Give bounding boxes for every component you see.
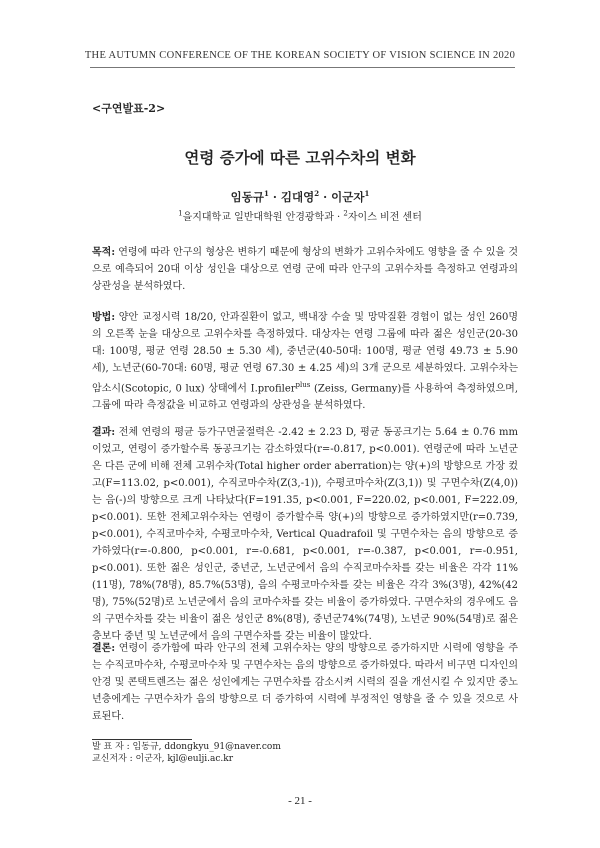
conclusion-section (92, 640, 518, 725)
results-text: 전체 연령의 평균 등가구면굴절력은 -2.42 ± 2.23 D, 평균 동공크기는 5.64 ± 0.76 mm이었고, 연령이 증가할수록 동공크기는 감소하였다(r=-0.817, p<0.001). 연령군에 따라 노년군은 다른 군에 비해 전체 고위수차(Total higher order aberration)는 양(+)의 방향으로 가장 컸고(F=113.02, p<0.001), 수직코마수차(Z(3,-1)), 수평코마수차(Z(3,1)) 및 구면수차(Z(4,0))는 음(-)의 방향으로 크게 나타났다(F=191.35, p<0.001, F=220.02, p<0.001, F=222.09, p<0.001). 또한 전체고위수차는 연령이 증가할수록 양(+)의 방향으로 증가하였지만(r=0.739, p<0.001), 수직코마수차, 수평코마수차, Vertical Quadrafoil 및 구면수차는 음의 방향으로 증가하였다(r=-0.800, p<0.001, r=-0.681, p<0.001, r=-0.387, p<0.001, r=-0.951, p<0.001). 또한 젊은 성인군, 중년군, 노년군에서 음의 수직코마수차를 갖는 비율은 각각 11%(11명), 78%(78명), 85.7%(53명), 음의 수평코마수차를 갖는 비율은 각각 3%(3명), 42%(42명), 75%(52명)로 노년군에서 음의 코마수차를 갖는 비율이 증가하였다. 구면수차의 경우에도 음의 구면수차를 갖는 비율이 젊은 성인군 8%(8명), 중년군74%(74명), 노년군 90%(54명)로 젊은 층보다 중년 및 노년군에서 음의 구면수차를 갖는 비율이 많았다. (92, 427, 518, 642)
presenter-footnote: 발 표 자 : 임동규, ddongkyu_91@naver.com (92, 742, 281, 752)
author-affil-mark: 1 (264, 189, 269, 199)
author-name: 김대영 (280, 190, 315, 204)
page-number: - 21 - (288, 795, 312, 807)
method-section (92, 309, 518, 414)
method-superscript: plus (295, 381, 311, 389)
author-name: 이군자 (331, 190, 365, 204)
author-affil-mark: 1 (364, 189, 370, 199)
method-text-cont: (Zeiss, Germany)를 사용하여 측정하였으며, 그룹에 따라 측정값을 비교하고 연령과의 상관성을 분석하였다. (92, 383, 518, 412)
purpose-text: 연령에 따라 안구의 형상은 변하기 때문에 형상의 변화가 고위수차에도 영향을 줄 수 있을 것으로 예측되어 20대 이상 성인을 대상으로 연령 군에 따라 안구의 고위수차를 측정하고 연령과의 상관성을 분석하였다. (92, 247, 518, 292)
conference-header: THE AUTUMN CONFERENCE OF THE KOREAN SOCIETY OF VISION SCIENCE IN 2020 (84, 50, 516, 61)
affil-mark: 1 (178, 209, 183, 218)
method-text: 양안 교정시력 18/20, 안과질환이 없고, 백내장 수술 및 망막질환 경험이 없는 성인 260명의 오른쪽 눈을 대상으로 고위수차를 측정하였다. 대상자는 연령 그룹에 따라 젊은 성인군(20-30대: 100명, 평균 연령 28.50 ± 5.30 세), 중년군(40-50대: 100명, 평균 연령 49.73 ± 5.90 세), 노년군(60-70대: 60명, 평균 연령 67.30 ± 4.25 세)의 3개 군으로 세분하였다. 고위수차는 암소시(Scotopic, 0 lux) 상태에서 I.profiler (92, 312, 518, 395)
results-section (92, 424, 518, 645)
footnote-divider (92, 739, 192, 740)
header-divider (90, 67, 515, 68)
corresponding-footnote: 교신저자 : 이군자, kjl@eulji.ac.kr (92, 754, 234, 764)
paper-title: 연령 증가에 따른 고위수차의 변화 (184, 148, 416, 167)
method-label: 방법: (92, 312, 116, 323)
purpose-label: 목적: (92, 247, 116, 258)
conclusion-label: 결론: (92, 643, 116, 654)
session-label: <구연발표-2> (92, 102, 166, 115)
affil-text: 자이스 비전 센터 (347, 212, 422, 223)
results-label: 결과: (92, 427, 116, 438)
author-affil-mark: 2 (314, 189, 320, 199)
author-list (0, 189, 600, 205)
conclusion-text: 연령이 증가함에 따라 안구의 전체 고위수차는 양의 방향으로 증가하지만 시력에 영향을 주는 수직코마수차, 수평코마수차 및 구면수차는 음의 방향으로 증가하였다. 따라서 비구면 디자인의 안경 및 콘택트렌즈는 젊은 성인에게는 구면수차를 감소시켜 시력의 질을 개선시킬 수 있지만 중노년층에게는 구면수차가 음의 방향으로 더 증가하여 시력에 부정적인 영향을 줄 수 있을 것으로 사료된다. (92, 643, 518, 722)
author-separator: · (268, 190, 281, 204)
affil-mark: 2 (343, 209, 348, 218)
purpose-section (92, 244, 518, 295)
affiliations (0, 208, 600, 223)
affil-text: 을지대학교 일반대학원 안경광학과 · (182, 212, 344, 223)
author-name: 임동규 (230, 190, 264, 204)
author-separator: · (319, 190, 332, 204)
